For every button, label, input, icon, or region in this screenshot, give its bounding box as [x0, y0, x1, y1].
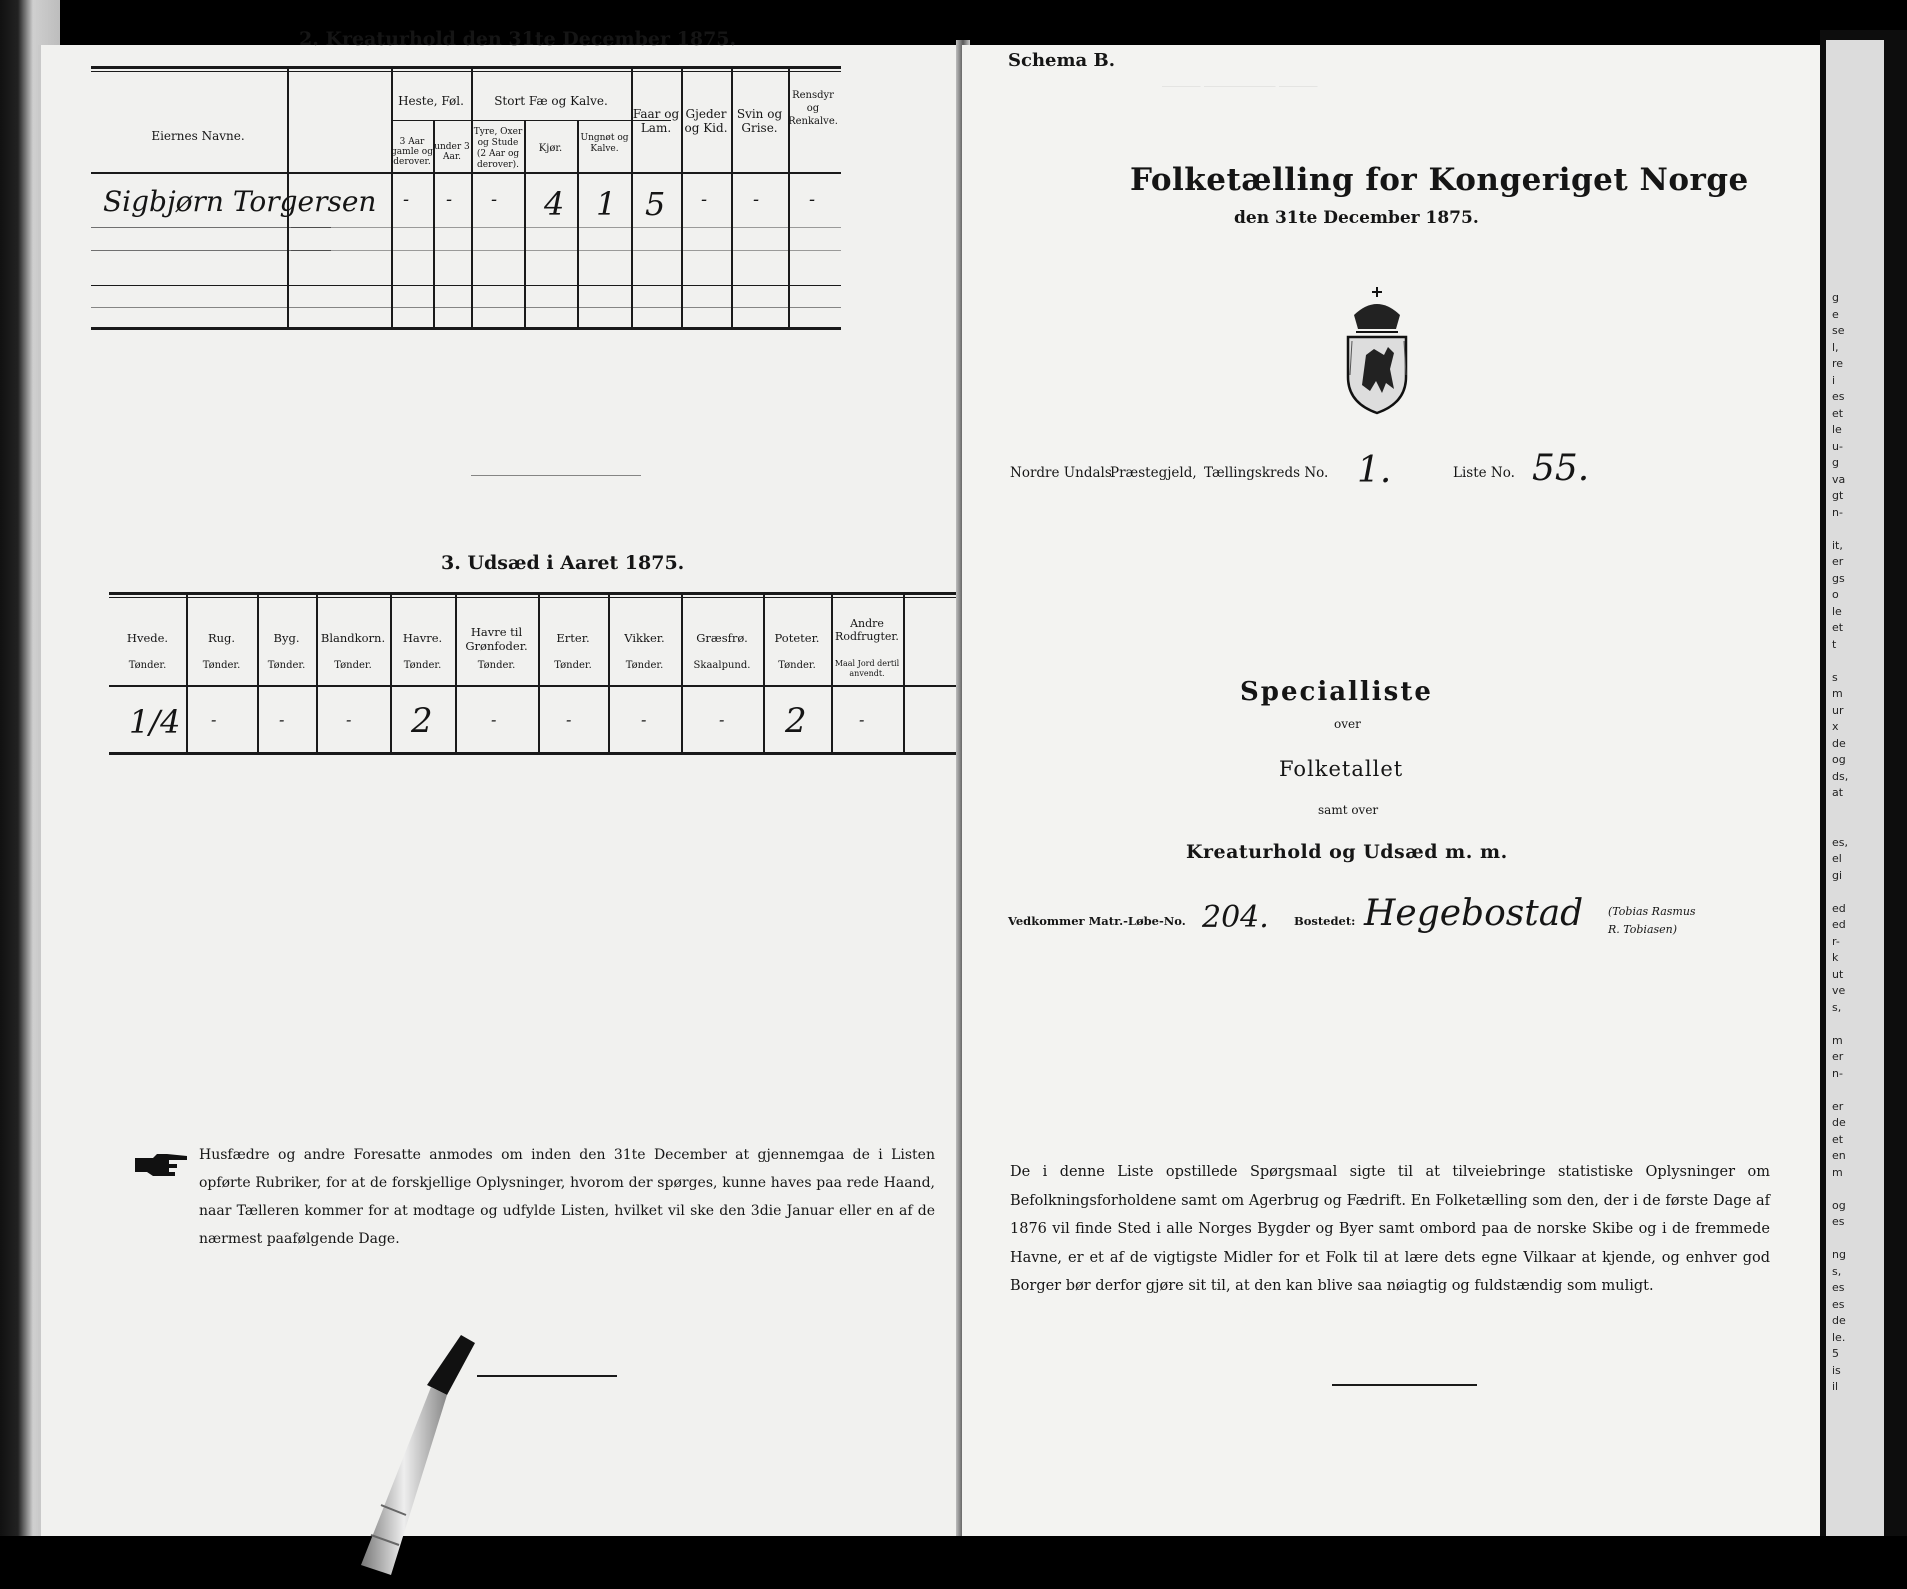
- left-page: [38, 28, 971, 1536]
- seed-value: -: [346, 710, 352, 729]
- strip-fragment: ng: [1832, 1248, 1846, 1261]
- seed-unit: Tønder.: [128, 660, 167, 671]
- strip-fragment: er: [1832, 1099, 1844, 1113]
- strip-fragment: s: [1832, 670, 1838, 684]
- livestock-value: -: [809, 189, 816, 210]
- strip-fragment: [1832, 884, 1872, 901]
- col-header: Tyre, Oxer og Stude (2 Aar og derover).: [473, 127, 523, 170]
- seed-header: Poteter.: [774, 631, 820, 645]
- strip-fragment: g: [1832, 291, 1839, 304]
- strip-fragment: re: [1832, 357, 1844, 370]
- seed-header: Græsfrø.: [696, 631, 748, 645]
- right-page: Schema B. _______ _____________ _______ Folketælling for Kongeriget Norge den 31te December 1875. Nordre Undals Præstegjeld, Tællingskreds No. 1. Liste No. 55. Speciallistе over Folketallet samt over Kreaturhold og Udsæd m. m. Vedkommer Matr.-Løbe-No. 204. Bostedet: Hegebostad (Tobias Rasmus R. Tobiasen) De i denne Liste opstillede Spørgsmaal sigte til at tilveiebringe statistiske Oplysninger om Befolkningsforholdene samt om Agerbrug og Fædrift. En Folketælling som den, der i de første Dage af 1876 vil finde Sted i alle Norges Bygder og Byer samt ombord paa de norske Skibe og i de fremmede Havne, er et af de vigtigste Midler for et Folk til at lære dets egne Vilkaar at kjende, og enhver god Borger bør derfor gjøre sit til, at den kan blive saa nøiagtig og fuldstændig som muligt.: [962, 45, 1852, 1536]
- strip-fragment: es: [1832, 390, 1845, 403]
- bosted-name: Hegebostad: [1364, 893, 1584, 934]
- livestock-value: -: [403, 189, 410, 210]
- strip-fragment: ed: [1832, 901, 1846, 915]
- strip-fragment: et: [1832, 406, 1844, 420]
- strip-fragment: [1832, 818, 1872, 835]
- strip-fragment: es,: [1832, 835, 1848, 849]
- strip-fragment: ut: [1832, 967, 1844, 981]
- col-header: Rensdyr og Renkalve.: [788, 90, 838, 127]
- main-title: Folketælling for Kongeriget Norge: [1130, 162, 1749, 198]
- seed-value: 2: [411, 701, 433, 741]
- liste-number: 55.: [1532, 448, 1590, 489]
- strip-fragment: g: [1832, 456, 1839, 469]
- strip-fragment: er: [1832, 555, 1844, 568]
- strip-fragment: [1832, 1181, 1872, 1198]
- livestock-value: -: [446, 189, 453, 210]
- section3-title: 3. Udsæd i Aaret 1875.: [441, 552, 685, 574]
- seed-header: Andre Rodfrugter.: [835, 617, 899, 643]
- bosted-note: (Tobias Rasmus R. Tobiasen): [1608, 905, 1696, 936]
- strip-fragment: [1832, 1231, 1872, 1248]
- strip-fragment: e: [1832, 307, 1839, 321]
- strip-fragment: [1832, 1016, 1872, 1033]
- livestock-value: -: [753, 189, 760, 210]
- over-label: over: [1334, 717, 1361, 731]
- strip-fragment: u-: [1832, 439, 1843, 453]
- strip-fragment: at: [1832, 786, 1844, 799]
- date-line: den 31te December 1875.: [1234, 208, 1479, 228]
- strip-fragment: ed: [1832, 918, 1846, 931]
- seed-value: -: [566, 710, 572, 729]
- pointing-hand-icon: [133, 1150, 189, 1184]
- col-header: Gjeder og Kid.: [684, 107, 728, 135]
- col-header: 3 Aar gamle og derover.: [391, 137, 433, 167]
- krets-label: Tællingskreds No.: [1204, 465, 1329, 481]
- notice-text: Husfædre og andre Foresatte anmodes om inden den 31te December at gjennemgaa de i Listen opførte Rubriker, for at de forskjellige Oplysninger, hvorom der spørges, kunne haves paa rede Haand, naar Tælleren kommer for at modtage og udfylde Listen, hvilket vil ske den 3die Januar eller en af de nærmest paafølgende Dage.: [199, 1147, 935, 1247]
- strip-fragment: 5: [1832, 1347, 1839, 1360]
- seed-unit: Tønder.: [202, 660, 241, 671]
- strip-fragment: x: [1832, 720, 1839, 733]
- krets-number: 1.: [1357, 450, 1392, 491]
- strip-fragment: r-: [1832, 934, 1840, 948]
- strip-fragment: ur: [1832, 703, 1844, 717]
- bosted-label: Bostedet:: [1294, 914, 1356, 928]
- strip-fragment: il: [1832, 1380, 1839, 1393]
- strip-fragment: s,: [1832, 1264, 1842, 1278]
- owner-name-handwritten: Sigbjørn Torgersen: [103, 185, 377, 218]
- strip-fragment: de: [1832, 1116, 1846, 1129]
- strip-fragment: og: [1832, 753, 1846, 766]
- strip-fragment: le: [1832, 604, 1842, 618]
- strip-fragment: et: [1832, 1132, 1844, 1146]
- strip-fragment: k: [1832, 951, 1839, 964]
- seed-value: -: [859, 710, 865, 729]
- strip-fragment: le: [1832, 423, 1842, 436]
- matr-number: 204.: [1202, 900, 1269, 935]
- seed-unit: Tønder.: [554, 660, 592, 671]
- seed-header: Erter.: [556, 631, 590, 645]
- footer-paragraph: De i denne Liste opstillede Spørgsmaal sigte til at tilveiebringe statistiske Oplysninger om Befolkningsforholdene samt om Agerbrug og Fædrift. En Folketælling som den, der i de første Dage af 1876 vil finde Sted i alle Norges Bygder og Byer samt ombord paa de norske Skibe og i de fremmede Havne, er et af de vigtigste Midler for et Folk til at lære dets egne Vilkaar at kjende, og enhver god Borger bør derfor gjøre sit til, at den kan blive saa nøiagtig og fuldstændig som muligt.: [1010, 1164, 1770, 1294]
- seed-value: -: [719, 710, 725, 729]
- col-header: Faar og Lam.: [632, 107, 680, 135]
- strip-fragment: og: [1832, 1198, 1846, 1212]
- strip-fragment: gt: [1832, 489, 1844, 502]
- seed-header: Blandkorn.: [320, 631, 386, 645]
- strip-fragment: is: [1832, 1363, 1841, 1377]
- prestegjeld-label: Præstegjeld,: [1110, 465, 1197, 481]
- strip-fragment: i: [1832, 373, 1836, 387]
- strip-fragment: ds,: [1832, 769, 1849, 783]
- strip-fragment: t: [1832, 637, 1837, 651]
- strip-fragment: ve: [1832, 984, 1846, 997]
- seed-unit: Tønder.: [625, 660, 664, 671]
- pen-object: [351, 1325, 511, 1589]
- seed-unit: Tønder.: [778, 660, 816, 671]
- owner-header: Eiernes Navne.: [151, 129, 245, 143]
- strip-fragment: n-: [1832, 505, 1843, 519]
- strip-fragment: [1832, 802, 1872, 819]
- col-header: Svin og Grise.: [736, 107, 783, 135]
- seed-header: Byg.: [273, 631, 300, 645]
- section2-title: 2. Kreaturhold den 31te December 1875.: [299, 28, 737, 50]
- seed-value: -: [491, 710, 497, 729]
- strip-fragment: [1832, 521, 1872, 538]
- strip-fragment: es: [1832, 1215, 1845, 1228]
- seed-value: 2: [785, 701, 807, 741]
- livestock-value: -: [491, 189, 498, 210]
- col-header: Ungnøt og Kalve.: [580, 133, 629, 154]
- schema-label: Schema B.: [1008, 50, 1115, 71]
- strip-fragment: et: [1832, 621, 1844, 634]
- prestegjeld-name: Nordre Undals: [1010, 465, 1112, 481]
- seed-unit: Tønder.: [477, 660, 516, 671]
- strip-fragment: l,: [1832, 340, 1839, 354]
- seed-unit: Tønder.: [267, 660, 306, 671]
- strip-fragment: de: [1832, 736, 1846, 750]
- strip-fragment: o: [1832, 588, 1839, 601]
- seed-value: -: [641, 710, 647, 729]
- folketallet-label: Folketallet: [1279, 757, 1404, 781]
- seed-unit: Tønder.: [403, 660, 442, 671]
- strip-fragment: m: [1832, 687, 1843, 700]
- strip-fragment: er: [1832, 1050, 1844, 1063]
- strip-fragment: [1832, 653, 1872, 670]
- speciallisto-title: Speciallistе: [1240, 677, 1433, 707]
- strip-fragment: le.: [1832, 1330, 1846, 1344]
- livestock-value: -: [701, 189, 708, 210]
- strip-fragment: m: [1832, 1033, 1843, 1047]
- strip-fragment: it,: [1832, 538, 1843, 552]
- seed-value: -: [279, 710, 285, 729]
- col-header: Kjør.: [538, 143, 563, 154]
- strip-fragment: gs: [1832, 571, 1845, 585]
- livestock-value: 5: [645, 185, 666, 223]
- seed-unit: Skaalpund.: [693, 660, 751, 671]
- strip-fragment: es: [1832, 1281, 1845, 1294]
- strip-fragment: n-: [1832, 1066, 1843, 1080]
- seed-value: -: [211, 710, 217, 729]
- strip-fragment: el: [1832, 852, 1842, 865]
- strip-fragment: m: [1832, 1165, 1843, 1179]
- matr-label: Vedkommer Matr.-Løbe-No.: [1008, 914, 1186, 928]
- strip-fragment: va: [1832, 472, 1846, 486]
- kreaturhold-title: Kreaturhold og Udsæd m. m.: [1186, 841, 1508, 863]
- seed-header: Hvede.: [126, 631, 169, 645]
- strip-fragment: gi: [1832, 868, 1843, 882]
- adjacent-page-text: [1832, 290, 1872, 1396]
- strip-fragment: s,: [1832, 1000, 1842, 1014]
- strip-fragment: es: [1832, 1297, 1845, 1311]
- strip-fragment: se: [1832, 324, 1845, 337]
- liste-label: Liste No.: [1453, 465, 1515, 481]
- strip-fragment: de: [1832, 1314, 1846, 1327]
- samt-over-label: samt over: [1318, 803, 1379, 817]
- coat-of-arms-emblem: [1340, 285, 1415, 419]
- livestock-value: 4: [544, 185, 565, 223]
- seed-unit: Maal Jord dertil anvendt.: [834, 659, 900, 678]
- seed-value: 1/4: [129, 703, 181, 741]
- strip-fragment: en: [1832, 1149, 1846, 1162]
- strip-fragment: [1832, 1082, 1872, 1099]
- livestock-value: 1: [596, 185, 617, 223]
- seed-header: Havre til Grønfoder.: [465, 625, 528, 653]
- group-header-cattle: Stort Fæ og Kalve.: [494, 94, 608, 108]
- seed-header: Rug.: [207, 631, 236, 645]
- seed-unit: Tønder.: [334, 660, 372, 671]
- group-header-horses: Heste, Føl.: [398, 94, 464, 108]
- seed-header: Havre.: [402, 631, 443, 645]
- seed-header: Vikker.: [624, 631, 665, 645]
- col-header: under 3 Aar.: [434, 142, 470, 162]
